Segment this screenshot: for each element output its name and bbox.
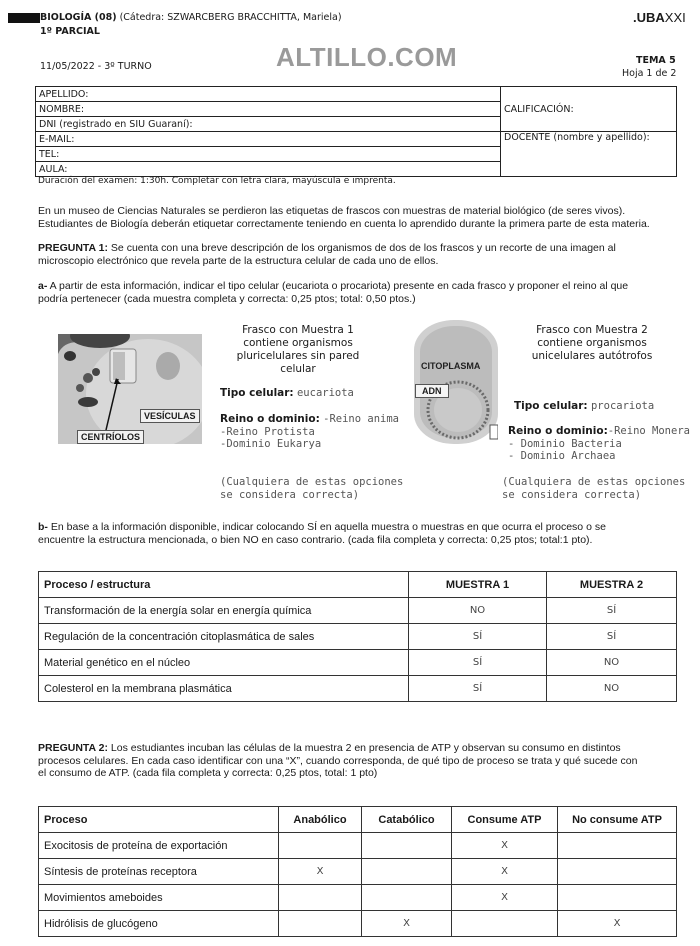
sample1-note-line: (Cualquiera de estas opciones (220, 476, 404, 488)
table-row (39, 598, 677, 624)
q2-cell[interactable]: X (452, 833, 558, 859)
uba-logo-thin: XXI (664, 10, 686, 25)
sample1-kingdom-answer: -Reino anima (323, 413, 399, 425)
sample2-kingdom-answer: - Dominio Bacteria (508, 437, 622, 450)
q2-cell: Exocitosis de proteína de exportación (39, 833, 279, 859)
q1-text: microscopio electrónico que revela parte de la estructura celular de cada uno de ellos. (38, 254, 439, 267)
sample2-kingdom (508, 425, 690, 463)
q2-cell[interactable] (362, 859, 452, 885)
q1b-cell[interactable]: SÍ (409, 650, 547, 676)
q2-cell[interactable] (362, 833, 452, 859)
field-docente[interactable]: DOCENTE (nombre y apellido): (501, 132, 677, 177)
q1b-cell[interactable]: NO (409, 598, 547, 624)
intro-text (38, 205, 688, 230)
q2-cell[interactable] (279, 833, 362, 859)
q2-cell[interactable] (558, 859, 677, 885)
sample2-note-line: se considera correcta) (502, 489, 642, 501)
page-indicator: Hoja 1 de 2 (622, 68, 677, 79)
table-row (39, 650, 677, 676)
sample2-description (512, 324, 672, 363)
q2-header: Consume ATP (452, 807, 558, 833)
q2-cell[interactable]: X (452, 859, 558, 885)
field-email[interactable]: E-MAIL: (36, 132, 501, 147)
intro-line: En un museo de Ciencias Naturales se perdieron las etiquetas de frascos con muestras de material biológico (de seres vivos). (38, 205, 626, 217)
q2-cell[interactable]: X (558, 911, 677, 937)
label-adn: ADN (415, 384, 449, 398)
q1b-cell[interactable]: NO (547, 650, 677, 676)
q1b-cell: Colesterol en la membrana plasmática (39, 676, 409, 702)
field-calificacion[interactable]: CALIFICACIÓN: (501, 87, 677, 132)
question-1 (38, 242, 688, 267)
intro-line: Estudiantes de Biología deberán etiquetar correctamente teniendo en cuenta lo aprendido durante la primera parte de esta materia. (38, 217, 650, 230)
q2-header: Proceso (39, 807, 279, 833)
q2-text: el consumo de ATP. (cada fila completa y correcta: 0,25 ptos, total: 1 pto) (38, 767, 378, 779)
q1b-text: En base a la información disponible, indicar colocando SÍ en aquella muestra o muestras en que ocurra el proceso o se (47, 521, 606, 533)
field-apellido[interactable]: APELLIDO: (36, 87, 501, 102)
q1b-cell: Transformación de la energía solar en energía química (39, 598, 409, 624)
q2-cell[interactable]: X (452, 885, 558, 911)
cell-type-label: Tipo celular: (220, 387, 294, 399)
uba-logo (633, 10, 686, 25)
field-tel[interactable]: TEL: (36, 147, 501, 162)
q2-cell[interactable] (558, 833, 677, 859)
q2-text: Los estudiantes incuban las células de la muestra 2 en presencia de ATP y observan su consumo en distintos (108, 742, 621, 754)
q2-cell: Hidrólisis de glucógeno (39, 911, 279, 937)
table-row (39, 859, 677, 885)
q1b-cell[interactable]: SÍ (547, 598, 677, 624)
table-row (39, 885, 677, 911)
question-2 (38, 742, 688, 780)
sample2-desc-line: contiene organismos (537, 337, 647, 349)
sample1-note (220, 476, 403, 502)
question-1a (38, 280, 688, 305)
q1b-cell[interactable]: NO (547, 676, 677, 702)
sample2-desc-line: unicelulares autótrofos (531, 350, 653, 362)
q1a-text: podría pertenecer (cada muestra completa y correcta: 0,25 ptos; total: 0,50 ptos.) (38, 292, 416, 305)
q1b-header: Proceso / estructura (39, 572, 409, 598)
q2-cell[interactable]: X (279, 859, 362, 885)
sample2-note-line: (Cualquiera de estas opciones (502, 476, 686, 488)
q2-cell[interactable] (279, 911, 362, 937)
field-dni[interactable]: DNI (registrado en SIU Guaraní): (36, 117, 501, 132)
label-vesiculas: VESÍCULAS (140, 409, 200, 423)
field-aula[interactable]: AULA: (36, 162, 501, 177)
kingdom-label: Reino o dominio: (220, 413, 320, 425)
q2-cell[interactable] (558, 885, 677, 911)
sample2-cell-type (514, 400, 654, 412)
exam-duration: Duración del examen: 1:30h. Completar con letra clara, mayúscula e imprenta. (38, 176, 396, 186)
kingdom-label: Reino o dominio: (508, 425, 608, 437)
q2-header: Catabólico (362, 807, 452, 833)
q1b-cell[interactable]: SÍ (547, 624, 677, 650)
student-form (35, 86, 677, 177)
sample2-note (502, 476, 685, 502)
q1a-label: a- (38, 280, 48, 292)
sample1-kingdom (220, 413, 399, 451)
q2-label: PREGUNTA 2: (38, 742, 109, 754)
q1b-cell[interactable]: SÍ (409, 624, 547, 650)
sample1-desc-line: contiene organismos (243, 337, 353, 349)
sample1-description (218, 324, 378, 376)
redaction-bar (8, 13, 40, 23)
sample1-note-line: se considera correcta) (220, 489, 360, 501)
sample2-kingdom-answer: -Reino Monera (607, 425, 690, 437)
q1b-label: b- (38, 521, 48, 533)
table-row (39, 676, 677, 702)
q2-cell[interactable] (362, 885, 452, 911)
q2-cell: Movimientos ameboides (39, 885, 279, 911)
watermark: ALTILLO.COM (276, 42, 458, 72)
sample1-kingdom-answer: -Reino Protista (220, 425, 315, 438)
q2-header: Anabólico (279, 807, 362, 833)
exam-title: 1º PARCIAL (40, 26, 100, 37)
q1b-cell: Regulación de la concentración citoplasmática de sales (39, 624, 409, 650)
sample1-desc-line: Frasco con Muestra 1 (242, 324, 354, 336)
tema-label: TEMA 5 (636, 55, 676, 66)
cell-type-label: Tipo celular: (514, 400, 588, 412)
sample1-cell-type-answer: eucariota (296, 387, 354, 399)
q2-cell: Síntesis de proteínas receptora (39, 859, 279, 885)
label-centriolos: CENTRÍOLOS (77, 430, 144, 444)
table-row (39, 624, 677, 650)
uba-logo-bold: .UBA (633, 10, 665, 25)
label-citoplasma: CITOPLASMA (421, 361, 481, 371)
q1-label: PREGUNTA 1: (38, 242, 109, 254)
table-row (39, 833, 677, 859)
sample1-desc-line: pluricelulares sin pared celular (236, 350, 360, 375)
exam-date: 11/05/2022 - 3º TURNO (40, 61, 152, 72)
q1b-cell: Material genético en el núcleo (39, 650, 409, 676)
q1b-header: MUESTRA 1 (409, 572, 547, 598)
q2-cell[interactable] (279, 885, 362, 911)
course-title (40, 12, 342, 23)
course-name: BIOLOGÍA (08) (40, 12, 117, 23)
q1b-cell[interactable]: SÍ (409, 676, 547, 702)
q2-cell[interactable]: X (362, 911, 452, 937)
sample1-cell-type (220, 387, 354, 399)
course-chair: (Cátedra: SZWARCBERG BRACCHITTA, Mariela) (116, 12, 342, 23)
table-row (39, 911, 677, 937)
q1b-header: MUESTRA 2 (547, 572, 677, 598)
q1a-text: A partir de esta información, indicar el tipo celular (eucariota o procariota) presente en cada frasco y proponer el reino al que (47, 280, 629, 292)
q1b-table (38, 571, 677, 702)
sample1-kingdom-answer: -Dominio Eukarya (220, 438, 322, 450)
sample2-cell-type-answer: procariota (590, 400, 655, 412)
sample2-micrograph (414, 320, 498, 444)
q2-text: procesos celulares. En cada caso identificar con una “X”, cuando corresponda, de qué tipo de proceso se trata y qué sucede con (38, 754, 638, 767)
q2-header: No consume ATP (558, 807, 677, 833)
q2-table (38, 806, 677, 937)
sample2-desc-line: Frasco con Muestra 2 (536, 324, 648, 336)
q1-text: Se cuenta con una breve descripción de los organismos de dos de los frascos y un recorte de una imagen al (108, 242, 616, 254)
q2-cell[interactable] (452, 911, 558, 937)
field-nombre[interactable]: NOMBRE: (36, 102, 501, 117)
sample1-micrograph (58, 334, 202, 444)
q1b-text: encuentre la estructura mencionada, o bien NO en caso contrario. (cada fila completa y correcta: 0,25 ptos; total:1 pto). (38, 533, 593, 546)
sample2-kingdom-answer: - Dominio Archaea (508, 450, 616, 462)
question-1b (38, 521, 688, 546)
